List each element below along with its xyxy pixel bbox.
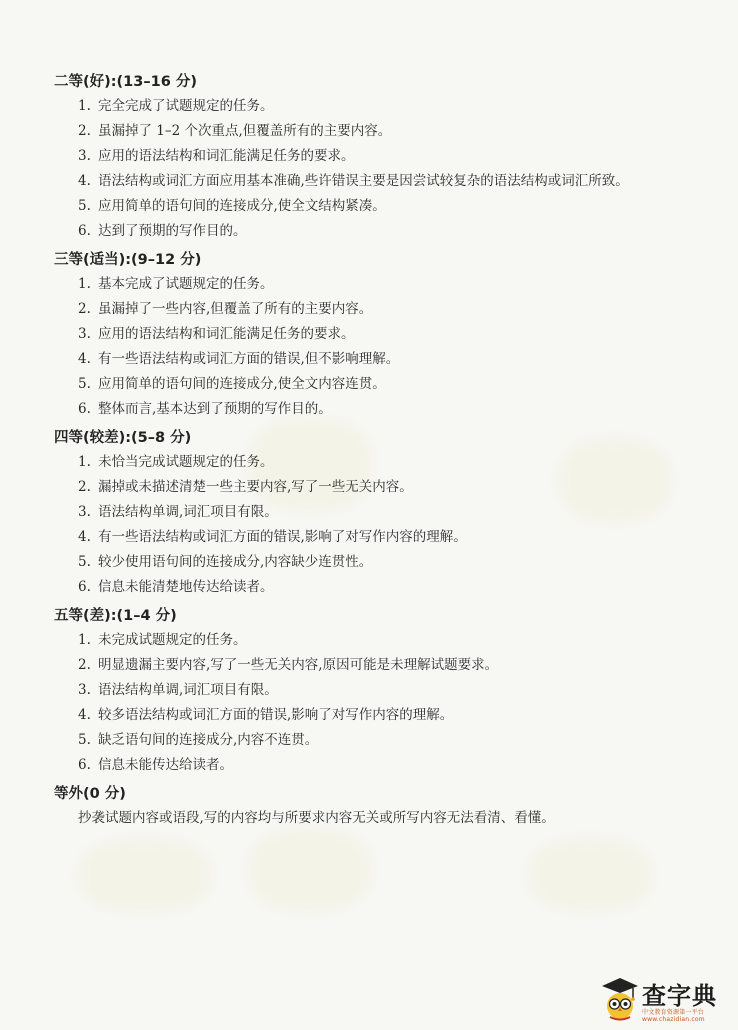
criterion-number: 5.	[78, 376, 91, 392]
criterion-text: 明显遗漏主要内容,写了一些无关内容,原因可能是未理解试题要求。	[98, 657, 499, 673]
criterion-item	[78, 169, 714, 194]
criterion-number: 2.	[78, 301, 91, 317]
criterion-item	[78, 728, 714, 753]
graduate-owl-icon	[600, 976, 640, 1022]
criterion-item	[78, 525, 714, 550]
criterion-item	[78, 144, 714, 169]
criterion-item	[78, 753, 714, 778]
criterion-text: 缺乏语句间的连接成分,内容不连贯。	[98, 732, 319, 748]
criterion-text: 有一些语法结构或词汇方面的错误,影响了对写作内容的理解。	[98, 529, 467, 545]
criterion-number: 6.	[78, 579, 91, 595]
criterion-text: 较少使用语句间的连接成分,内容缺少连贯性。	[98, 554, 373, 570]
paper-stain	[530, 840, 650, 910]
criterion-number: 6.	[78, 401, 91, 417]
criterion-item	[78, 450, 714, 475]
criterion-item	[78, 297, 714, 322]
criterion-text: 应用的语法结构和词汇能满足任务的要求。	[98, 326, 355, 342]
criterion-number: 6.	[78, 223, 91, 239]
criterion-text: 虽漏掉了 1–2 个次重点,但覆盖所有的主要内容。	[98, 123, 392, 139]
criterion-item	[78, 194, 714, 219]
paper-stain	[80, 840, 210, 910]
criterion-number: 2.	[78, 657, 91, 673]
criterion-item	[78, 397, 714, 422]
criterion-text: 达到了预期的写作目的。	[98, 223, 247, 239]
criterion-item	[78, 550, 714, 575]
criterion-number: 3.	[78, 504, 91, 520]
criterion-text: 语法结构单调,词汇项目有限。	[98, 682, 278, 698]
criterion-text: 信息未能传达给读者。	[98, 757, 233, 773]
criterion-text: 虽漏掉了一些内容,但覆盖了所有的主要内容。	[98, 301, 373, 317]
criterion-text: 应用简单的语句间的连接成分,使全文结构紧凑。	[98, 198, 386, 214]
criterion-text: 有一些语法结构或词汇方面的错误,但不影响理解。	[98, 351, 400, 367]
criterion-text: 较多语法结构或词汇方面的错误,影响了对写作内容的理解。	[98, 707, 454, 723]
scoring-rubric	[54, 66, 714, 831]
criterion-item	[78, 219, 714, 244]
criterion-number: 4.	[78, 173, 91, 189]
criterion-item	[78, 703, 714, 728]
section-heading: 等外(0 分)	[54, 786, 126, 802]
criterion-item	[78, 628, 714, 653]
criterion-number: 4.	[78, 707, 91, 723]
section-heading: 三等(适当):(9–12 分)	[54, 252, 202, 268]
extra-description: 抄袭试题内容或语段,写的内容均与所要求内容无关或所写内容无法看清、看懂。	[78, 810, 555, 826]
criterion-item	[78, 475, 714, 500]
criterion-item	[78, 653, 714, 678]
watermark-logo	[598, 976, 728, 1022]
criterion-number: 1.	[78, 632, 91, 648]
criterion-text: 完全完成了试题规定的任务。	[98, 98, 274, 114]
criterion-text: 基本完成了试题规定的任务。	[98, 276, 274, 292]
criterion-text: 未完成试题规定的任务。	[98, 632, 247, 648]
criterion-item	[78, 575, 714, 600]
criterion-number: 3.	[78, 326, 91, 342]
criterion-item	[78, 272, 714, 297]
criterion-number: 3.	[78, 148, 91, 164]
criterion-item	[78, 347, 714, 372]
criterion-number: 5.	[78, 554, 91, 570]
criterion-number: 4.	[78, 529, 91, 545]
criterion-number: 5.	[78, 732, 91, 748]
section-heading: 二等(好):(13–16 分)	[54, 74, 197, 90]
criterion-text: 整体而言,基本达到了预期的写作目的。	[98, 401, 332, 417]
criterion-item	[78, 94, 714, 119]
criterion-item	[78, 500, 714, 525]
criterion-text: 信息未能清楚地传达给读者。	[98, 579, 274, 595]
criterion-number: 2.	[78, 123, 91, 139]
criterion-number: 3.	[78, 682, 91, 698]
criterion-text: 未恰当完成试题规定的任务。	[98, 454, 274, 470]
criterion-number: 1.	[78, 276, 91, 292]
criterion-number: 2.	[78, 479, 91, 495]
watermark-brand: 查字典	[642, 982, 717, 1010]
criterion-item	[78, 322, 714, 347]
criterion-text: 漏掉或未描述清楚一些主要内容,写了一些无关内容。	[98, 479, 413, 495]
criterion-text: 语法结构单调,词汇项目有限。	[98, 504, 278, 520]
criterion-text: 应用简单的语句间的连接成分,使全文内容连贯。	[98, 376, 386, 392]
criterion-item	[78, 678, 714, 703]
watermark-tagline: 中文教育资源第一平台 www.chazidian.com	[642, 1009, 705, 1023]
criterion-item	[78, 372, 714, 397]
criterion-number: 4.	[78, 351, 91, 367]
criterion-item	[78, 119, 714, 144]
criterion-number: 5.	[78, 198, 91, 214]
criterion-number: 6.	[78, 757, 91, 773]
criterion-number: 1.	[78, 454, 91, 470]
criterion-number: 1.	[78, 98, 91, 114]
criterion-text: 应用的语法结构和词汇能满足任务的要求。	[98, 148, 355, 164]
paper-stain	[250, 830, 370, 910]
criterion-text: 语法结构或词汇方面应用基本准确,些许错误主要是因尝试较复杂的语法结构或词汇所致。	[98, 173, 629, 189]
section-heading: 四等(较差):(5–8 分)	[54, 430, 192, 446]
section-heading: 五等(差):(1–4 分)	[54, 608, 177, 624]
